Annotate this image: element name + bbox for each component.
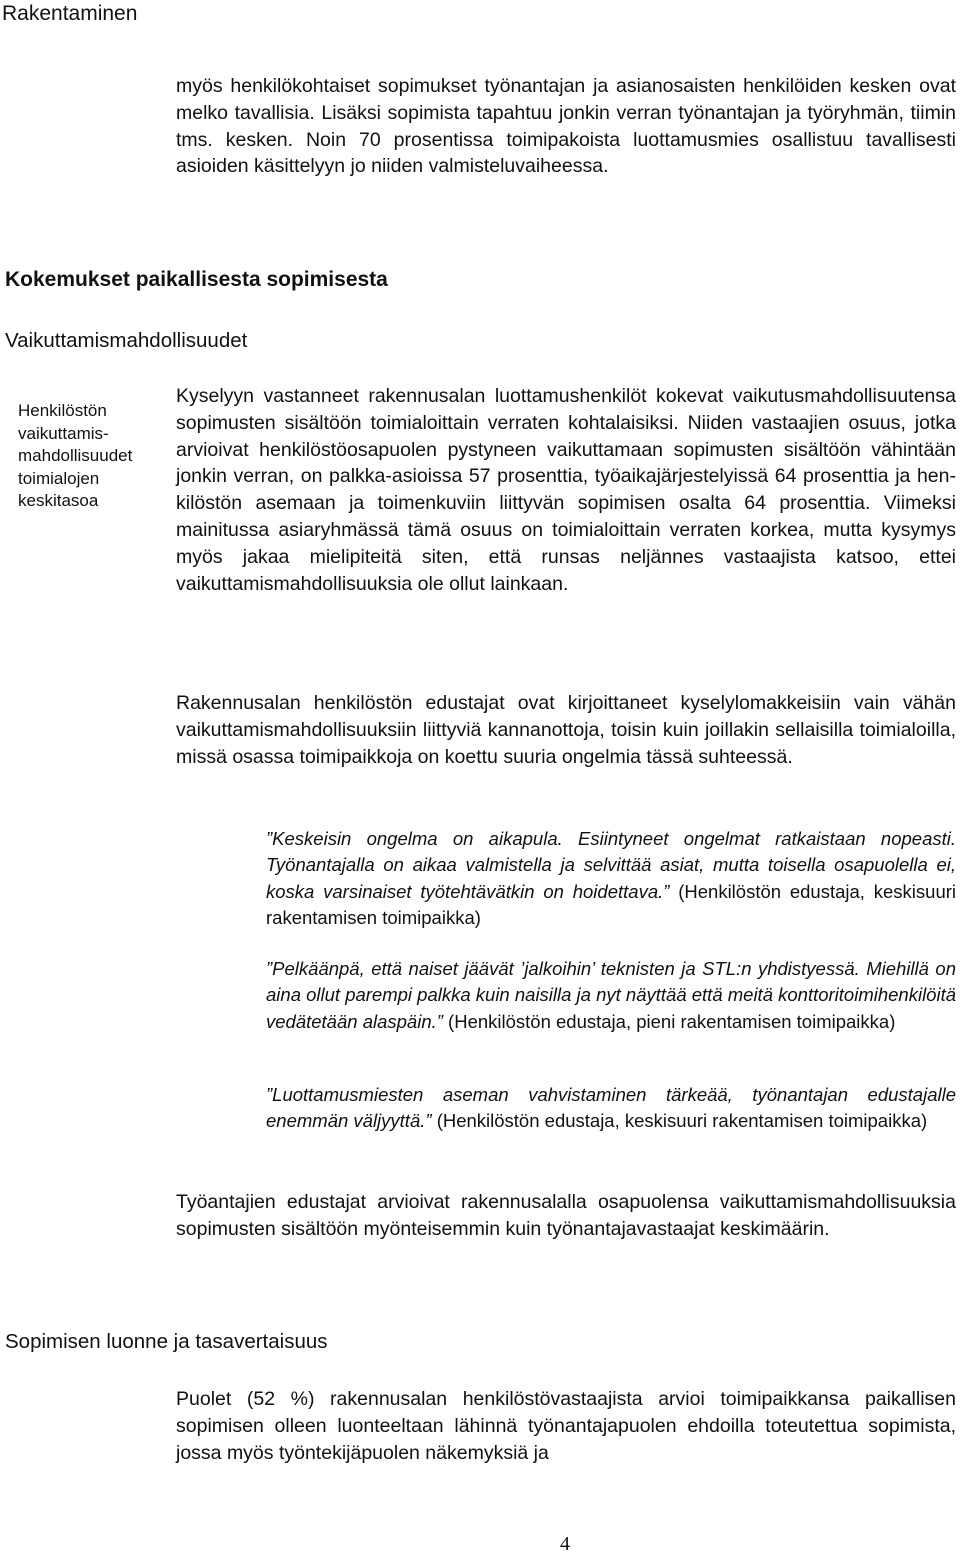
subsection-title: Vaikuttamismahdollisuudet xyxy=(5,329,248,352)
quote-3 xyxy=(266,1082,956,1135)
quote-1 xyxy=(266,826,956,932)
quote-text: ”Keskeisin ongelma on aikapula. Esiintyneet ongelmat ratkaistaan nopeasti. Työnantajalla on aikaa valmistella ja selvittää asiat, mutta toisella osapuolella ei, koska varsinaiset työtehtävätkin on hoidettava.” xyxy=(266,828,956,902)
running-header: Rakentaminen xyxy=(2,2,138,25)
body-paragraph-4: Puolet (52 %) rakennusalan henkilöstövastaajista arvioi toimipaikkansa paikallisen sopimisen olleen luonteeltaan lähinnä työnantajapuolen ehdoilla toteutettua sopimista, jossa myös työntekijäpuolen näkemyksiä ja xyxy=(176,1388,956,1464)
quote-source: (Henkilöstön edustaja, pieni rakentamisen toimipaikka) xyxy=(448,1010,896,1032)
quote-text: ”Luottamusmiesten aseman vahvistaminen tärkeää, työnantajan edustajalle enemmän väljyyttä.” xyxy=(266,1084,956,1132)
body-paragraph-3: Työantajien edustajat arvioivat rakennusalalla osapuolensa vaikuttamismahdollisuuksia sopimusten sisältöön myönteisemmin kuin työnantajavastaajat keskimäärin. xyxy=(176,1191,956,1240)
quote-text: ”Pelkäänpä, että naiset jäävät ’jalkoihin’ teknisten ja STL:n yhdistyessä. Miehillä on aina ollut parempi palkka kuin naisilla ja nyt näyttää että meitä konttoritoimihenkilöitä vedätetään alaspäin.” xyxy=(266,958,957,1032)
subsection-title-2: Sopimisen luonne ja tasavertaisuus xyxy=(5,1330,328,1353)
quote-source: (Henkilöstön edustaja, keskisuuri rakentamisen toimipaikka) xyxy=(436,1110,928,1132)
quote-source: (Henkilöstön edustaja, keskisuuri rakentamisen toimipaikka) xyxy=(266,880,956,929)
section-title: Kokemukset paikallisesta sopimisesta xyxy=(5,268,388,291)
intro-paragraph xyxy=(176,73,956,180)
body-paragraph-1: Kyselyyn vastanneet rakennusalan luottamushenkilöt kokevat vaikutusmahdollisuutensa sopimusten sisältöön toimialoittain verraten kohtalaisiksi. Niiden vastaajien osuus, jotka arvioivat henkilöstöosapuolen pystyneen vaikuttamaan sopimusten sisältöön vähintään jonkin verran, on palkka-asioissa 57 prosenttia, työaikajärjestelyissä 64 prosenttia ja henkilöstön asemaan ja toimenkuviin liittyvän sopimisen osalta 64 prosenttia. Viimeksi mainitussa asiaryhmässä tämä osuus on toimialoittain verraten korkea, mutta kysymys myös jakaa mielipiteitä siten, että runsas neljännes vastaajista katsoo, ettei vaikuttamismahdollisuuksia ole ollut lainkaan. xyxy=(176,385,956,595)
margin-note: Henkilöstön vaikuttamismahdollisuudet toimialojen keskitasoa xyxy=(18,401,133,510)
body-paragraph-2: Rakennusalan henkilöstön edustajat ovat kirjoittaneet kyselylomakkeisiin vain vähän vaikuttamismahdollisuuksiin liittyviä kannanottoja, toisin kuin joillakin sellaisilla toimialoilla, missä osassa toimipaikkoja on koettu suuria ongelmia tässä suhteessä. xyxy=(176,692,956,768)
intro-text: myös henkilökohtaiset sopimukset työnantajan ja asianosaisten henkilöiden kesken ovat melko tavallisia. Lisäksi sopimista tapahtuu jonkin verran työnantajan ja työryhmän, tiimin tms. kesken. Noin 70 prosentissa toimipakoista luottamusmies osallistuu tavallisesti asioiden käsittelyyn jo niiden valmisteluvaiheessa. xyxy=(176,75,956,178)
quote-2 xyxy=(266,956,956,1035)
page-number: 4 xyxy=(560,1533,570,1555)
